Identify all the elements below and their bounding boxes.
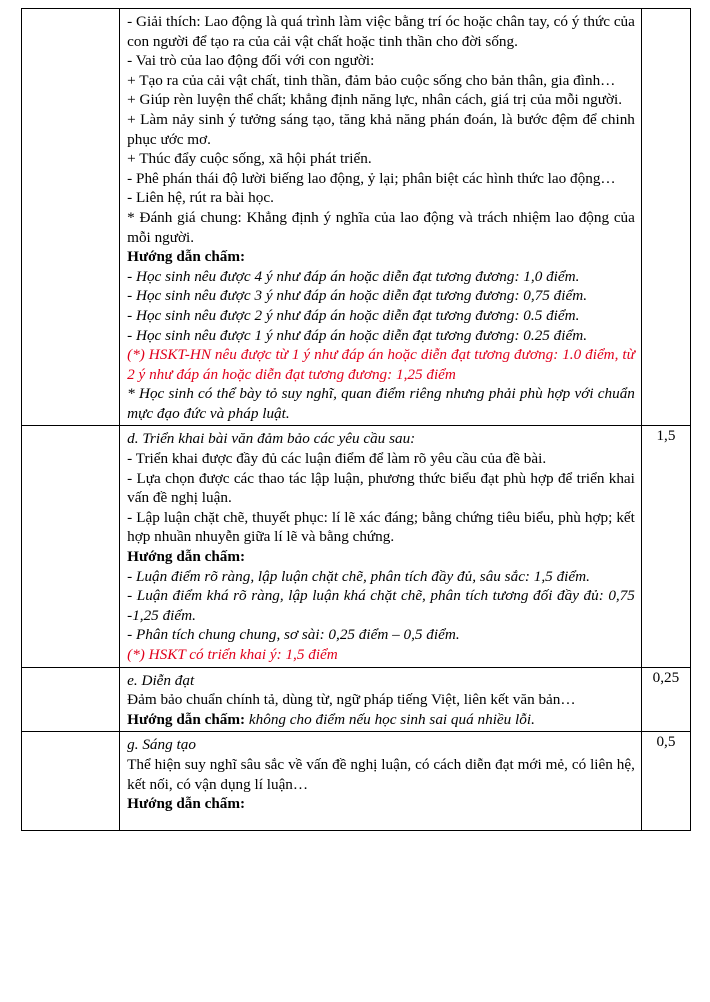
- content-line: - Phân tích chung chung, sơ sài: 0,25 điểm – 0,5 điểm.: [127, 626, 460, 644]
- content-cell: [120, 667, 642, 732]
- content-line: (*) HSKT-HN nêu được từ 1 ý như đáp án hoặc diễn đạt tương đương: 1.0 điểm, từ 2 ý như đáp án hoặc diễn đạt tương đương: 1,25 điểm: [127, 346, 635, 383]
- content-cell: [120, 732, 642, 830]
- content-line: - Luận điểm rõ ràng, lập luận chặt chẽ, phân tích đầy đủ, sâu sắc: 1,5 điểm.: [127, 567, 590, 585]
- question-cell: [22, 667, 120, 732]
- content-line: - Giải thích: Lao động là quá trình làm việc bằng trí óc hoặc chân tay, có ý thức của con người để tạo ra của cải vật chất hoặc tinh thần cho đời sống.: [127, 13, 635, 50]
- content-line: Hướng dẫn chấm:: [127, 548, 246, 566]
- content-line: Đảm bảo chuẩn chính tả, dùng từ, ngữ pháp tiếng Việt, liên kết văn bản…: [127, 691, 576, 709]
- content-line: - Lựa chọn được các thao tác lập luận, phương thức biểu đạt phù hợp để triển khai vấn đề nghị luận.: [127, 469, 635, 507]
- content-cell: [120, 9, 642, 426]
- question-cell: [22, 426, 120, 667]
- content-line: Hướng dẫn chấm:: [127, 795, 246, 813]
- content-line: - Lập luận chặt chẽ, thuyết phục: lí lẽ xác đáng; bằng chứng tiêu biểu, phù hợp; kết hợp nhuần nhuyễn giữa lí lẽ và bằng chứng.: [127, 508, 635, 546]
- content-line: * Học sinh có thể bày tỏ suy nghĩ, quan điểm riêng nhưng phải phù hợp với chuẩn mực đạo đức và pháp luật.: [127, 385, 635, 422]
- grading-table: [21, 8, 691, 831]
- content-line: (*) HSKT có triển khai ý: 1,5 điểm: [127, 646, 338, 663]
- content-line: - Học sinh nêu được 1 ý như đáp án hoặc diễn đạt tương đương: 0.25 điểm.: [127, 326, 587, 344]
- content-line: - Triển khai được đầy đủ các luận điểm để làm rõ yêu cầu của đề bài.: [127, 450, 547, 468]
- content-line: - Phê phán thái độ lười biếng lao động, ỷ lại; phân biệt các hình thức lao động…: [127, 169, 616, 187]
- content-line: Hướng dẫn chấm:: [127, 248, 246, 266]
- line-tail: không cho điểm nếu học sinh sai quá nhiều lỗi.: [245, 710, 535, 728]
- score-cell: 0,25: [641, 667, 690, 732]
- content-line: - Học sinh nêu được 4 ý như đáp án hoặc diễn đạt tương đương: 1,0 điểm.: [127, 267, 580, 285]
- content-line: d. Triển khai bài văn đảm bảo các yêu cầu sau:: [127, 430, 416, 448]
- content-line: - Liên hệ, rút ra bài học.: [127, 189, 274, 207]
- content-line: g. Sáng tạo: [127, 736, 196, 754]
- content-line: + Làm nảy sinh ý tưởng sáng tạo, tăng khả năng phán đoán, là bước đệm để chinh phục ước mơ.: [127, 110, 635, 148]
- score-cell: [641, 9, 690, 426]
- expression-row: [22, 667, 691, 732]
- content-line: e. Diễn đạt: [127, 671, 195, 689]
- content-line: [127, 710, 635, 730]
- creativity-row: [22, 732, 691, 830]
- line-label: Hướng dẫn chấm:: [127, 710, 246, 728]
- question-cell: [22, 9, 120, 426]
- content-line: + Thúc đẩy cuộc sống, xã hội phát triển.: [127, 150, 372, 168]
- content-cell: [120, 426, 642, 667]
- score-cell: 0,5: [641, 732, 690, 830]
- content-line: + Tạo ra của cải vật chất, tinh thần, đảm bảo cuộc sống cho bản thân, gia đình…: [127, 71, 616, 89]
- content-line: - Học sinh nêu được 2 ý như đáp án hoặc diễn đạt tương đương: 0.5 điểm.: [127, 306, 580, 324]
- content-line: + Giúp rèn luyện thể chất; khẳng định năng lực, nhân cách, giá trị của mỗi người.: [127, 91, 623, 109]
- content-line: * Đánh giá chung: Khẳng định ý nghĩa của lao động và trách nhiệm lao động của mỗi người.: [127, 208, 635, 246]
- development-row: [22, 426, 691, 667]
- explanation-row: [22, 9, 691, 426]
- question-cell: [22, 732, 120, 830]
- content-line: - Học sinh nêu được 3 ý như đáp án hoặc diễn đạt tương đương: 0,75 điểm.: [127, 287, 587, 305]
- content-line: - Vai trò của lao động đối với con người:: [127, 52, 375, 70]
- score-cell: 1,5: [641, 426, 690, 667]
- content-line: - Luận điểm khá rõ ràng, lập luận khá chặt chẽ, phân tích tương đối đầy đủ: 0,75 -1,25 điểm.: [127, 587, 635, 624]
- content-line: Thể hiện suy nghĩ sâu sắc về vấn đề nghị luận, có cách diễn đạt mới mẻ, có liên hệ, kết nối, có vận dụng lí luận…: [127, 755, 635, 793]
